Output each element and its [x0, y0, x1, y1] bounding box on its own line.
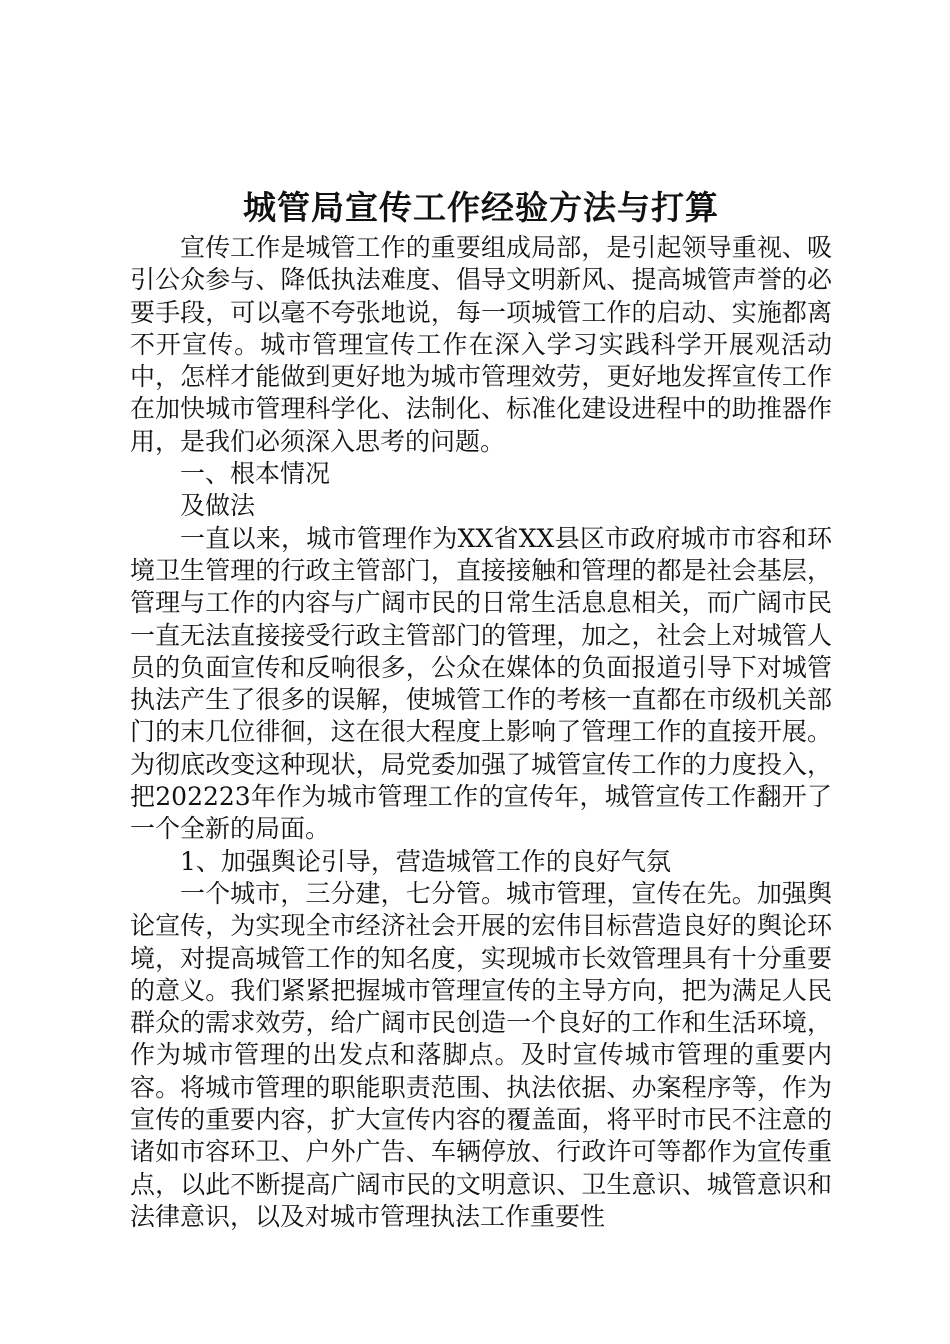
section-heading-continuation: 及做法 — [180, 491, 256, 521]
document-page — [130, 186, 832, 1233]
section-heading-basic-situation: 一、根本情况 — [180, 459, 331, 489]
subsection-1-paragraph: 一个城市，三分建，七分管。城市管理，宣传在先。加强舆论宣传，为实现全市经济社会开展的宏伟目标营造良好的舆论环境，对提高城管工作的知名度，实现城市长效管理具有十分重要的意义。我们紧紧把握城市管理宣传的主导方向，把为满足人民群众的需求效劳，给广阔市民创造一个良好的工作和生活环境，作为城市管理的出发点和落脚点。及时宣传城市管理的重要内容。将城市管理的职能职责范围、执法依据、办案程序等，作为宣传的重要内容，扩大宣传内容的覆盖面，将平时市民不注意的诸如市容环卫、户外广告、车辆停放、行政许可等都作为宣传重点，以此不断提高广阔市民的文明意识、卫生意识、城管意识和法律意识，以及对城市管理执法工作重要性 — [130, 878, 832, 1231]
document-title: 城管局宣传工作经验方法与打算 — [243, 188, 719, 227]
subsection-heading-1: 1、加强舆论引导，营造城管工作的良好气氛 — [180, 846, 671, 876]
background-paragraph: 一直以来，城市管理作为XX省XX县区市政府城市市容和环境卫生管理的行政主管部门，直接接触和管理的都是社会基层，管理与工作的内容与广阔市民的日常生活息息相关，而广阔市民一直无法直接接受行政主管部门的管理，加之，社会上对城管人员的负面宣传和反响很多，公众在媒体的负面报道引导下对城管执法产生了很多的误解，使城管工作的考核一直都在市级机关部门的末几位徘徊，这在很大程度上影响了管理工作的直接开展。为彻底改变这种现状，局党委加强了城管宣传工作的力度投入，把202223年作为城市管理工作的宣传年，城管宣传工作翻开了一个全新的局面。 — [130, 523, 832, 844]
intro-paragraph: 宣传工作是城管工作的重要组成局部，是引起领导重视、吸引公众参与、降低执法难度、倡导文明新风、提高城管声誉的必要手段，可以毫不夸张地说，每一项城管工作的启动、实施都离不开宣传。城市管理宣传工作在深入学习实践科学开展观活动中，怎样才能做到更好地为城市管理效劳，更好地发挥宣传工作在加快城市管理科学化、法制化、标准化建设进程中的助推器作用，是我们必须深入思考的问题。 — [130, 233, 832, 456]
